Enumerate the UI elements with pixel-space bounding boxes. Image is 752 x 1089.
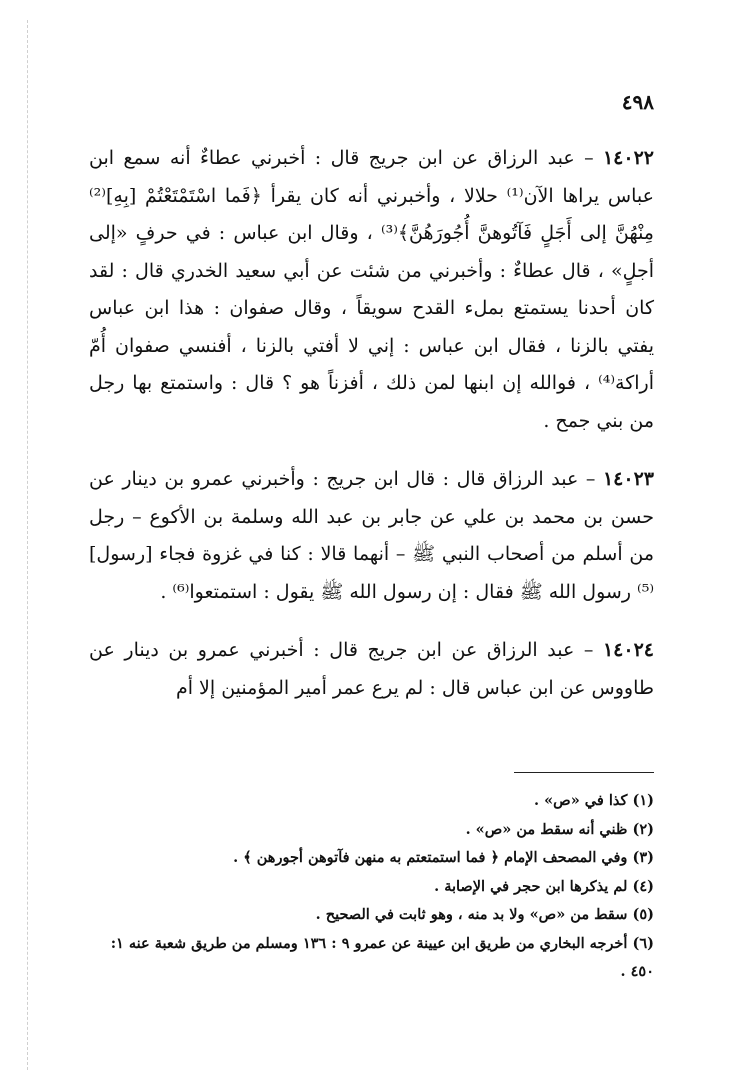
page-number: ٤٩٨: [621, 90, 654, 114]
footnote-1: (١) كذا في «ص» .: [534, 792, 654, 809]
footnote-4: (٤) لم يذكرها ابن حجر في الإصابة .: [434, 877, 654, 895]
footnote-6: (٦) أخرجه البخاري من طريق ابن عيينة عن عمرو ٩ : ١٣٦ ومسلم من طريق شعبة عنه ١: ٤٥٠ .: [110, 934, 654, 980]
footnote-2: (٢) ظني أنه سقط من «ص» .: [465, 820, 654, 838]
hadith-14023: [89, 461, 654, 611]
hadith-number: ١٤٠٢٢: [602, 147, 654, 169]
hadith-number: ١٤٠٢٣: [602, 468, 654, 490]
footnote-3: (٣) وفي المصحف الإمام ﴿ فما استمتعتم به منهن فآتوهن أجورهن ﴾ .: [233, 849, 654, 866]
page-edge-line: [27, 20, 28, 1070]
hadith-text: – عبد الرزاق عن ابن جريج قال : أخبرني عطاءٌ أنه سمع ابن عباس يراها الآن⁽¹⁾ حلالا ، وأخبرني أنه كان يقرأ ﴿فَما اسْتَمْتَعْتُمْ [بِهِ]⁽²⁾ مِنْهُنَّ إلى أَجَلٍ فَآتُوهنَّ أُجُورَهُنَّ﴾⁽³⁾ ، وقال ابن عباس : في حرفٍ «إلى أجلٍ» ، قال عطاءٌ : وأخبرني من شئت عن أبي سعيد الخدري قال : لقد كان أحدنا يستمتع بملء القدح سويقاً ، وقال صفوان : هذا ابن عباس يفتي بالزنا ، فقال ابن عباس : إني لا أفتي بالزنا ، أفنسي صفوان أُمّ أراكة⁽⁴⁾ ، فوالله إن ابنها لمن ذلك ، أفزناً هو ؟ قال : واستمتع بها رجل من بني جمح .: [89, 147, 654, 432]
main-text: [89, 140, 654, 728]
footnotes: [94, 787, 654, 987]
hadith-text: – عبد الرزاق عن ابن جريج قال : أخبرني عمرو بن دينار عن طاووس عن ابن عباس قال : لم يرع عمر أمير المؤمنين إلا أم: [89, 639, 654, 699]
hadith-14024: [89, 632, 654, 707]
footnote-separator: [514, 772, 654, 773]
hadith-14022: [89, 140, 654, 440]
hadith-number: ١٤٠٢٤: [602, 639, 654, 661]
footnote-5: (٥) سقط من «ص» ولا بد منه ، وهو ثابت في الصحيح .: [315, 906, 654, 923]
hadith-text: – عبد الرزاق قال : قال ابن جريج : وأخبرني عمرو بن دينار عن حسن بن محمد بن علي عن جابر بن عبد الله وسلمة بن الأكوع – رجل من أسلم من أصحاب النبي ﷺ – أنهما قالا : كنا في غزوة فجاء [رسول]⁽⁵⁾ رسول الله ﷺ فقال : إن رسول الله ﷺ يقول : استمتعوا⁽⁶⁾ .: [89, 468, 654, 603]
